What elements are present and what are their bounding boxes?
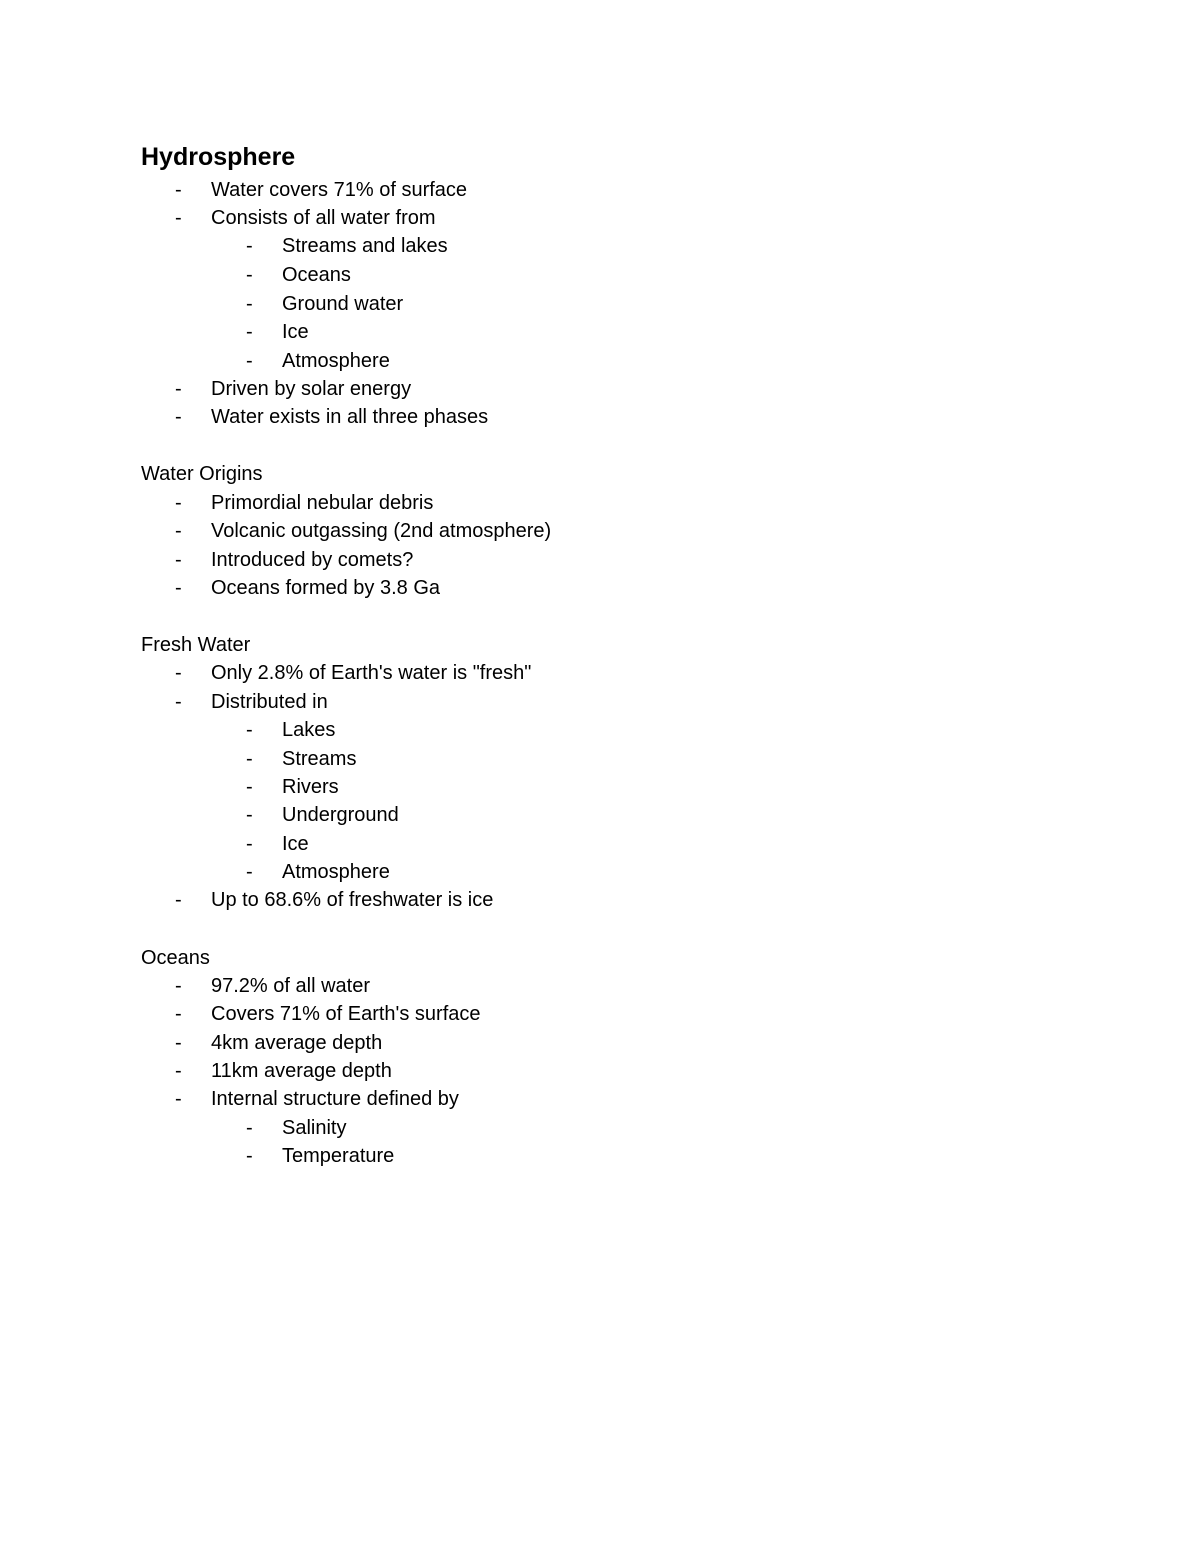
bullet-marker: - [246,719,253,741]
list-item-text: Atmosphere [282,350,390,372]
list-item-text: Internal structure defined by [211,1088,459,1110]
list-item-text: Oceans [282,264,351,286]
list-item-text: Atmosphere [282,861,390,883]
list-item-text: Salinity [282,1117,347,1139]
list-item-text: 11km average depth [211,1060,392,1082]
bullet-marker: - [246,350,253,372]
list-item-text: Oceans formed by 3.8 Ga [211,577,441,599]
list-item-text: Consists of all water from [211,207,436,229]
list-item-text: 4km average depth [211,1032,383,1054]
bullet-marker: - [246,1145,253,1167]
list-item-text: 97.2% of all water [211,975,370,997]
bullet-marker: - [175,1088,182,1110]
list-item-text: Underground [282,804,399,826]
section-heading-oceans: Oceans [141,947,210,969]
bullet-marker: - [246,776,253,798]
list-item-text: Lakes [282,719,336,741]
page-title: Hydrosphere [141,143,296,171]
list-item-text: Distributed in [211,691,328,713]
list-item-text: Ice [282,321,309,343]
bullet-marker: - [175,406,182,428]
bullet-marker: - [246,861,253,883]
bullet-marker: - [175,492,182,514]
list-item-text: Volcanic outgassing (2nd atmosphere) [211,520,552,542]
bullet-marker: - [175,1060,182,1082]
bullet-marker: - [175,889,182,911]
bullet-marker: - [175,520,182,542]
list-item-text: Streams and lakes [282,235,448,257]
bullet-marker: - [175,179,182,201]
list-item-text: Streams [282,748,357,770]
bullet-marker: - [175,691,182,713]
bullet-marker: - [246,748,253,770]
list-item-text: Water exists in all three phases [211,406,489,428]
list-item-text: Driven by solar energy [211,378,412,400]
list-item-text: Ice [282,833,309,855]
list-item-text: Introduced by comets? [211,549,414,571]
list-item-text: Ground water [282,293,404,315]
bullet-marker: - [246,264,253,286]
bullet-marker: - [175,378,182,400]
bullet-marker: - [175,975,182,997]
list-item-text: Water covers 71% of surface [211,179,468,201]
list-item-text: Rivers [282,776,339,798]
bullet-marker: - [246,293,253,315]
bullet-marker: - [175,1032,182,1054]
bullet-marker: - [246,804,253,826]
bullet-marker: - [175,1003,182,1025]
bullet-marker: - [246,833,253,855]
section-heading-fresh-water: Fresh Water [141,634,251,656]
bullet-marker: - [175,662,182,684]
bullet-marker: - [175,549,182,571]
bullet-marker: - [246,1117,253,1139]
bullet-marker: - [246,235,253,257]
list-item-text: Covers 71% of Earth's surface [211,1003,481,1025]
bullet-marker: - [175,577,182,599]
bullet-marker: - [175,207,182,229]
list-item-text: Only 2.8% of Earth's water is "fresh" [211,662,532,684]
section-heading-water-origins: Water Origins [141,463,263,485]
list-item-text: Temperature [282,1145,395,1167]
list-item-text: Up to 68.6% of freshwater is ice [211,889,494,911]
list-item-text: Primordial nebular debris [211,492,434,514]
bullet-marker: - [246,321,253,343]
